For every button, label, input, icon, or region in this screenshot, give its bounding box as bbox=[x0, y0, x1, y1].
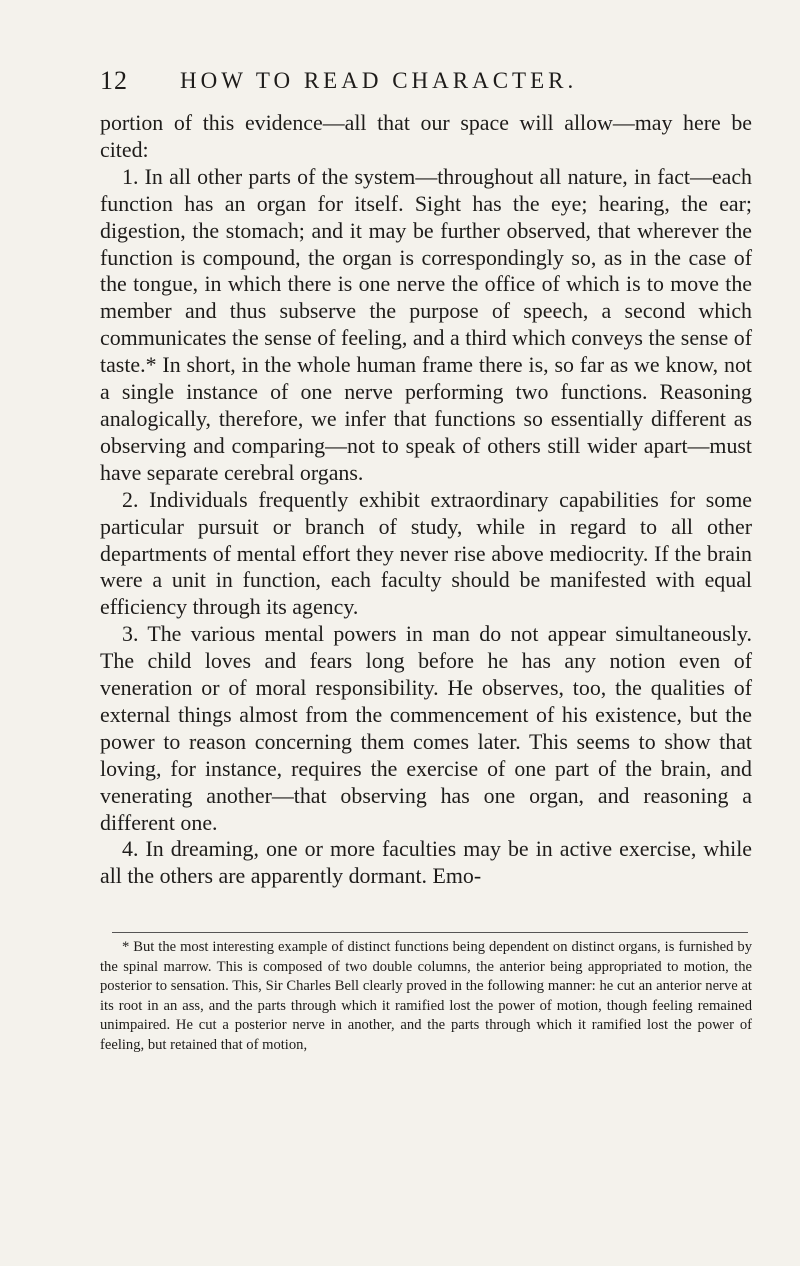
paragraph-point-3: 3. The various mental powers in man do not appear simultaneously. The child loves and fears long before he has any notion even of veneration or of moral responsibility. He observes, too, the qualities of external things almost from the commencement of his existence, but the power to reason concerning them comes later. This seems to show that loving, for instance, requires the exercise of one part of the brain, and venerating another—that observing has one organ, and reasoning a different one. bbox=[100, 621, 752, 835]
running-title: HOW TO READ CHARACTER. bbox=[180, 68, 578, 93]
paragraph-point-4: 4. In dreaming, one or more faculties may be in active exercise, while all the others are apparently dormant. Emo- bbox=[100, 836, 752, 889]
page-number: 12 bbox=[100, 66, 128, 95]
footnote bbox=[100, 938, 752, 1056]
paragraph-point-2: 2. Individuals frequently exhibit extraordinary capabilities for some particular pursuit or branch of study, while in regard to all other departments of mental effort they never rise above mediocrity. If the brain were a unit in function, each faculty should be manifested with equal efficiency through its agency. bbox=[100, 486, 752, 620]
footnote-rule bbox=[112, 932, 748, 933]
page-header bbox=[100, 66, 740, 106]
body-text bbox=[100, 110, 752, 890]
paragraph-point-1: 1. In all other parts of the system—throughout all nature, in fact—each function has an organ for itself. Sight has the eye; hearing, the ear; digestion, the stomach; and it may be further observed, that wherever the function is compound, the organ is correspondingly so, as in the case of the tongue, in which there is one nerve the office of which is to move the member and thus subserve the purpose of speech, a second which communicates the sense of feeling, and a third which conveys the sense of taste.* In short, in the whole human frame there is, so far as we know, not a single instance of one nerve performing two functions. Reasoning analogically, therefore, we infer that functions so essentially different as observing and comparing—not to speak of others still wider apart—must have separate cerebral organs. bbox=[100, 163, 752, 485]
paragraph-continuation: portion of this evidence—all that our space will allow—may here be cited: bbox=[100, 110, 752, 162]
footnote-text: * But the most interesting example of distinct functions being dependent on distinct organs, is furnished by the spinal marrow. This is composed of two double columns, the anterior being appropriated to motion, the posterior to sensation. This, Sir Charles Bell clearly proved in the following manner: he cut an anterior nerve at its root in an ass, and the parts through which it ramified lost the power of motion, though feeling remained unimpaired. He cut a posterior nerve in another, and the parts through which it ramified lost the power of feeling, but retained that of motion, bbox=[100, 939, 752, 1053]
